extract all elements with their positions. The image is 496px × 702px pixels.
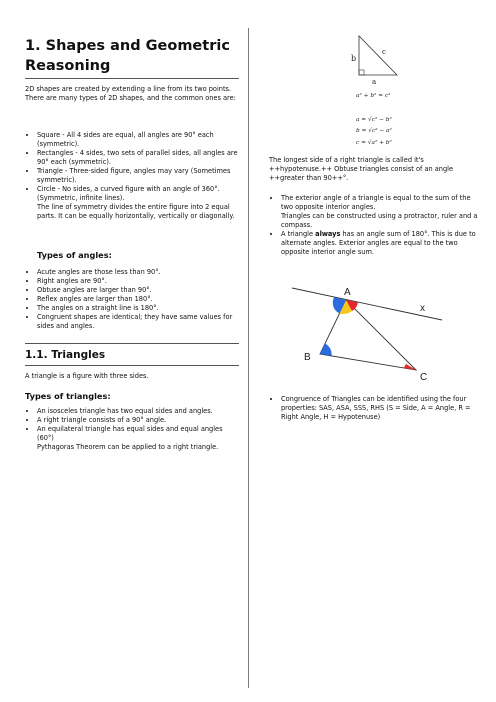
list-item-equilateral xyxy=(37,425,239,452)
triangle-types-heading: Types of triangles: xyxy=(25,391,111,401)
construction-text: Triangles can be constructed using a protractor, ruler and a compass. xyxy=(281,212,478,229)
title-rule xyxy=(25,78,239,79)
equilateral-text: An equilateral triangle has equal sides and equal angles (60°) xyxy=(37,425,223,442)
list-item: • Right angles are 90°. xyxy=(37,277,239,286)
triangles-top-rule xyxy=(25,343,239,344)
list-item: • Reflex angles are larger than 180°. xyxy=(37,295,239,304)
list-item-congruence: • Congruence of Triangles can be identified using the four properties: SAS, ASA, SSS, RHS (S = Side, A = Angle, R = Right Angle, H = Hypotenuse) xyxy=(281,395,481,422)
intro-block xyxy=(25,85,239,103)
list-item-square: • Square - All 4 sides are equal, all angles are 90° each (symmetric). xyxy=(37,131,239,149)
circle-text: Circle - No sides, a curved figure with an angle of 360°. (Symmetric, infinite lines). xyxy=(37,185,220,202)
intro-line-1: 2D shapes are created by extending a line from its two points. xyxy=(25,85,232,93)
list-item-rectangles: • Rectangles - 4 sides, two sets of parallel sides, all angles are 90° each (symmetric). xyxy=(37,149,239,167)
congruence-list xyxy=(269,395,481,422)
right-angle-marker xyxy=(359,70,364,75)
angle-sum-bold: always xyxy=(315,230,341,238)
exterior-angle-diagram xyxy=(290,280,450,385)
list-item: • Obtuse angles are larger than 90°. xyxy=(37,286,239,295)
hypotenuse-text: The longest side of a right triangle is called it's ++hypotenuse.++ Obtuse triangles consist of an angle ++greater than 90++°. xyxy=(269,156,454,182)
vertex-b-label: B xyxy=(304,352,311,363)
formula-a: a = √c² − b² xyxy=(356,117,392,123)
intro-line-2: There are many types of 2D shapes, and the common ones are: xyxy=(25,94,236,102)
triangles-bottom-rule xyxy=(25,365,239,366)
triangle-abc xyxy=(320,300,416,370)
column-divider xyxy=(248,28,249,688)
formula-b: b = √c² − a² xyxy=(356,128,392,134)
vertex-c-label: C xyxy=(420,372,428,383)
line-x-label: x xyxy=(420,303,425,314)
pythagoras-formula: a² + b² = c² xyxy=(356,93,391,99)
list-item-exterior-angle xyxy=(281,194,481,230)
angle-sum-pre: A triangle xyxy=(281,230,316,238)
triangles-heading: 1.1. Triangles xyxy=(25,349,106,361)
symmetry-text: The line of symmetry divides the entire figure into 2 equal parts. It can be equally horizontally, vertically or diagonally. xyxy=(37,203,235,220)
right-triangle-figure xyxy=(345,33,405,86)
triangle-facts-list xyxy=(269,194,481,257)
formula-c: c = √a² + b² xyxy=(356,140,392,146)
angles-heading: Types of angles: xyxy=(37,250,112,260)
list-item: • Acute angles are those less than 90°. xyxy=(37,268,239,277)
side-a-label: a xyxy=(372,78,377,86)
angles-list xyxy=(25,268,239,331)
angle-sum-post: has an angle sum of 180°. This is due to alternate angles. Exterior angles are equal to the two opposite interior angle sum. xyxy=(281,230,476,256)
list-item-isosceles: • An isosceles triangle has two equal sides and angles. xyxy=(37,407,239,416)
list-item-angle-sum xyxy=(281,230,481,257)
list-item-triangle: • Triangle - Three-sided figure, angles may vary (Sometimes symmetric). xyxy=(37,167,239,185)
triangles-intro: A triangle is a figure with three sides. xyxy=(25,372,149,380)
shapes-list xyxy=(25,131,239,221)
list-item-right-triangle: • A right triangle consists of a 90° angle. xyxy=(37,416,239,425)
triangle-types-list xyxy=(25,407,239,452)
pythagoras-text: Pythagoras Theorem can be applied to a right triangle. xyxy=(37,443,219,451)
list-item: • Congruent shapes are identical; they have same values for sides and angles. xyxy=(37,313,239,331)
list-item: • The angles on a straight line is 180°. xyxy=(37,304,239,313)
section-title: 1. Shapes and Geometric Reasoning xyxy=(25,38,230,74)
vertex-a-label: A xyxy=(344,287,351,298)
side-b-label: b xyxy=(351,54,357,63)
exterior-angle-text: The exterior angle of a triangle is equal to the sum of the two opposite interior angles. xyxy=(281,194,471,211)
right-triangle-shape xyxy=(359,36,397,75)
list-item-circle xyxy=(37,185,239,221)
side-c-label: c xyxy=(382,48,386,56)
